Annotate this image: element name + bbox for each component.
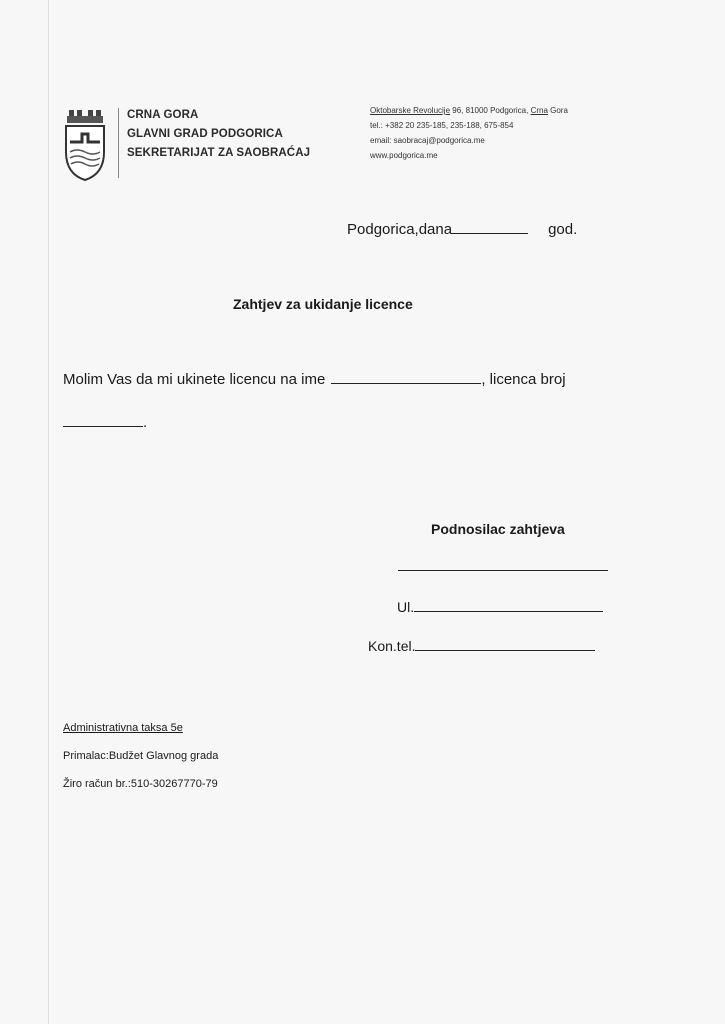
org-line-country: CRNA GORA: [127, 109, 199, 121]
date-prefix: Podgorica,dana: [347, 221, 453, 238]
contact-address-end: Gora: [547, 106, 568, 115]
contact-country: Crna: [530, 106, 548, 115]
org-line-secretariat: SEKRETARIJAT ZA SAOBRAĆAJ: [127, 147, 311, 159]
date-blank: [452, 219, 528, 234]
street-line: [397, 597, 603, 615]
signature-line: [398, 570, 608, 571]
fee-info: [63, 714, 218, 798]
request-text-end: , licenca broj: [481, 371, 566, 388]
contact-website: www.podgorica.me: [370, 151, 438, 160]
request-text-line1: [63, 369, 566, 388]
name-blank: [331, 369, 481, 384]
document-title: Zahtjev za ukidanje licence: [233, 296, 413, 312]
street-blank: [414, 597, 603, 612]
phone-line: [368, 636, 595, 654]
license-number-blank: [63, 412, 143, 427]
date-suffix: god.: [548, 221, 578, 238]
coat-of-arms-logo: [63, 108, 107, 182]
contact-address-rest: 96, 81000 Podgorica,: [450, 106, 531, 115]
street-label: Ul.: [397, 599, 415, 615]
phone-blank: [415, 636, 595, 651]
phone-label: Kon.tel.: [368, 638, 416, 654]
fee-recipient: Primalac:Budžet Glavnog grada: [63, 750, 219, 762]
contact-email: email: saobracaj@podgorica.me: [370, 136, 485, 145]
request-text-period: .: [143, 414, 148, 431]
request-text-start: Molim Vas da mi ukinete licencu na ime: [63, 371, 326, 388]
scan-edge: [48, 0, 49, 1024]
organization-name: [127, 106, 310, 163]
contact-street: Oktobarske Revolucije: [370, 106, 451, 115]
contact-phone: tel.: +382 20 235-185, 235-188, 675-854: [370, 121, 514, 130]
date-line: [347, 219, 577, 238]
contact-info: [370, 103, 568, 163]
contact-address: [370, 103, 568, 118]
org-line-city: GLAVNI GRAD PODGORICA: [127, 128, 283, 140]
admin-tax: Administrativna taksa 5e: [63, 722, 183, 734]
request-text-line2: [63, 412, 147, 431]
bank-account: Žiro račun br.:510-30267770-79: [63, 778, 218, 790]
applicant-label: Podnosilac zahtjeva: [431, 521, 565, 537]
logo-divider: [118, 108, 119, 178]
